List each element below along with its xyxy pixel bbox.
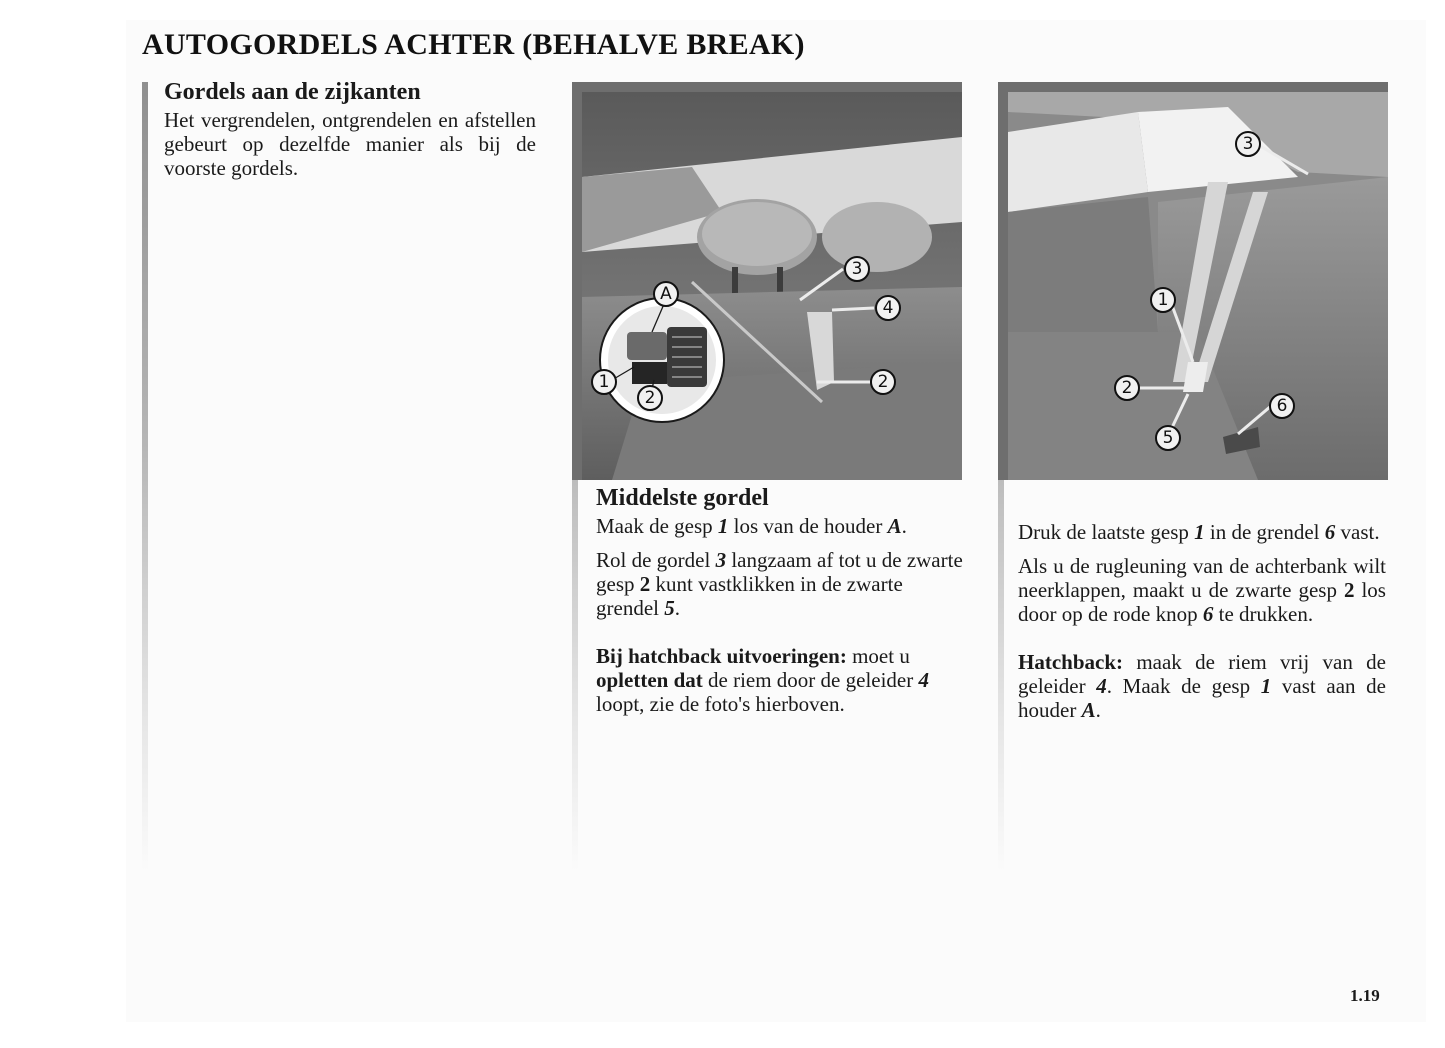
middle-photo <box>572 82 962 480</box>
text-run: . <box>674 596 680 620</box>
photo-label-text: 1 <box>1157 290 1169 310</box>
photo-label-text: 1 <box>598 372 610 392</box>
middle-column <box>596 484 964 726</box>
text-run: langzaam af tot u de zwarte gesp <box>596 548 963 596</box>
ref-number: 4 <box>1096 674 1107 698</box>
text-run: Rol de gordel <box>596 548 716 572</box>
text-run: . Maak de gesp <box>1106 674 1261 698</box>
ref-number: 5 <box>664 596 675 620</box>
page-title: AUTOGORDELS ACHTER (BEHALVE BREAK) <box>142 28 805 61</box>
text-run: loopt, zie de foto's hierboven. <box>596 692 845 716</box>
text-run: de riem door de geleider <box>702 668 919 692</box>
photo-label-text: 3 <box>1242 134 1254 154</box>
ref-number: 1 <box>717 514 729 538</box>
middle-paragraph-3 <box>596 644 964 716</box>
photo-label <box>1151 288 1175 312</box>
photo-label <box>1236 132 1260 156</box>
bold-text: opletten dat <box>596 668 703 692</box>
right-paragraph-3 <box>1018 650 1386 722</box>
text-run: moet u <box>846 644 910 668</box>
photo-label <box>592 370 616 394</box>
left-heading: Gordels aan de zijkanten <box>164 79 421 105</box>
photo-label <box>1270 394 1294 418</box>
middle-heading: Middelste gordel <box>596 485 769 511</box>
photo-label-text: A <box>660 284 672 304</box>
photo-label <box>1156 426 1180 450</box>
photo-label-text: 3 <box>851 259 863 279</box>
photo-label <box>876 296 900 320</box>
ref-number: 2 <box>639 572 651 596</box>
text-run: vast. <box>1335 520 1380 544</box>
right-column <box>1018 520 1386 732</box>
text-run: los van de houder <box>728 514 888 538</box>
photo-label <box>845 257 869 281</box>
left-paragraph: Het vergrendelen, ontgrendelen en afstellen gebeurt op dezelfde manier als bij de voorste gordels. <box>164 108 536 180</box>
right-photo <box>998 82 1388 480</box>
photo-label <box>654 282 678 306</box>
text-run: vast aan de houder <box>1018 674 1387 722</box>
text-run: Als u de rugleuning van de achterbank wilt neerklappen, maakt u de zwarte gesp <box>1018 554 1386 602</box>
ref-number: 1 <box>1260 674 1272 698</box>
text-run: Druk de laatste gesp <box>1018 520 1195 544</box>
photo-label-text: 6 <box>1276 396 1288 416</box>
text-run: . <box>1095 698 1101 722</box>
text-run: los door op de rode knop <box>1018 578 1386 626</box>
middle-paragraph-2 <box>596 548 964 620</box>
ref-number: 1 <box>1194 520 1205 544</box>
text-run: . <box>901 514 907 538</box>
photo-label-text: 2 <box>644 388 656 408</box>
text-run: maak de riem vrij van de geleider <box>1018 650 1386 698</box>
photo-label <box>638 386 662 410</box>
photo-label <box>1115 376 1139 400</box>
text-run: te drukken. <box>1213 602 1314 626</box>
left-column-bar <box>142 82 148 872</box>
text-run: Maak de gesp <box>596 514 718 538</box>
left-column <box>164 78 536 190</box>
page-number: 1.19 <box>1350 986 1380 1005</box>
ref-number: 3 <box>715 548 727 572</box>
bold-lead: Hatchback: <box>1018 650 1123 674</box>
ref-number: 6 <box>1202 602 1214 626</box>
middle-paragraph-1 <box>596 514 964 538</box>
ref-number: 2 <box>1343 578 1355 602</box>
ref-number: 4 <box>918 668 929 692</box>
right-paragraph-2 <box>1018 554 1386 626</box>
ref-letter: A <box>887 514 902 538</box>
text-run: in de grendel <box>1204 520 1325 544</box>
text-run: kunt vastklikken in de zwarte grendel <box>596 572 903 620</box>
photo-label-text: 5 <box>1162 428 1174 448</box>
bold-lead: Bij hatchback uitvoeringen: <box>596 644 847 668</box>
right-paragraph-1 <box>1018 520 1386 544</box>
photo-label-text: 2 <box>877 372 889 392</box>
photo-label-text: 2 <box>1121 378 1133 398</box>
photo-label-text: 4 <box>882 298 894 318</box>
ref-letter: A <box>1081 698 1096 722</box>
ref-number: 6 <box>1324 520 1336 544</box>
photo-label <box>871 370 895 394</box>
